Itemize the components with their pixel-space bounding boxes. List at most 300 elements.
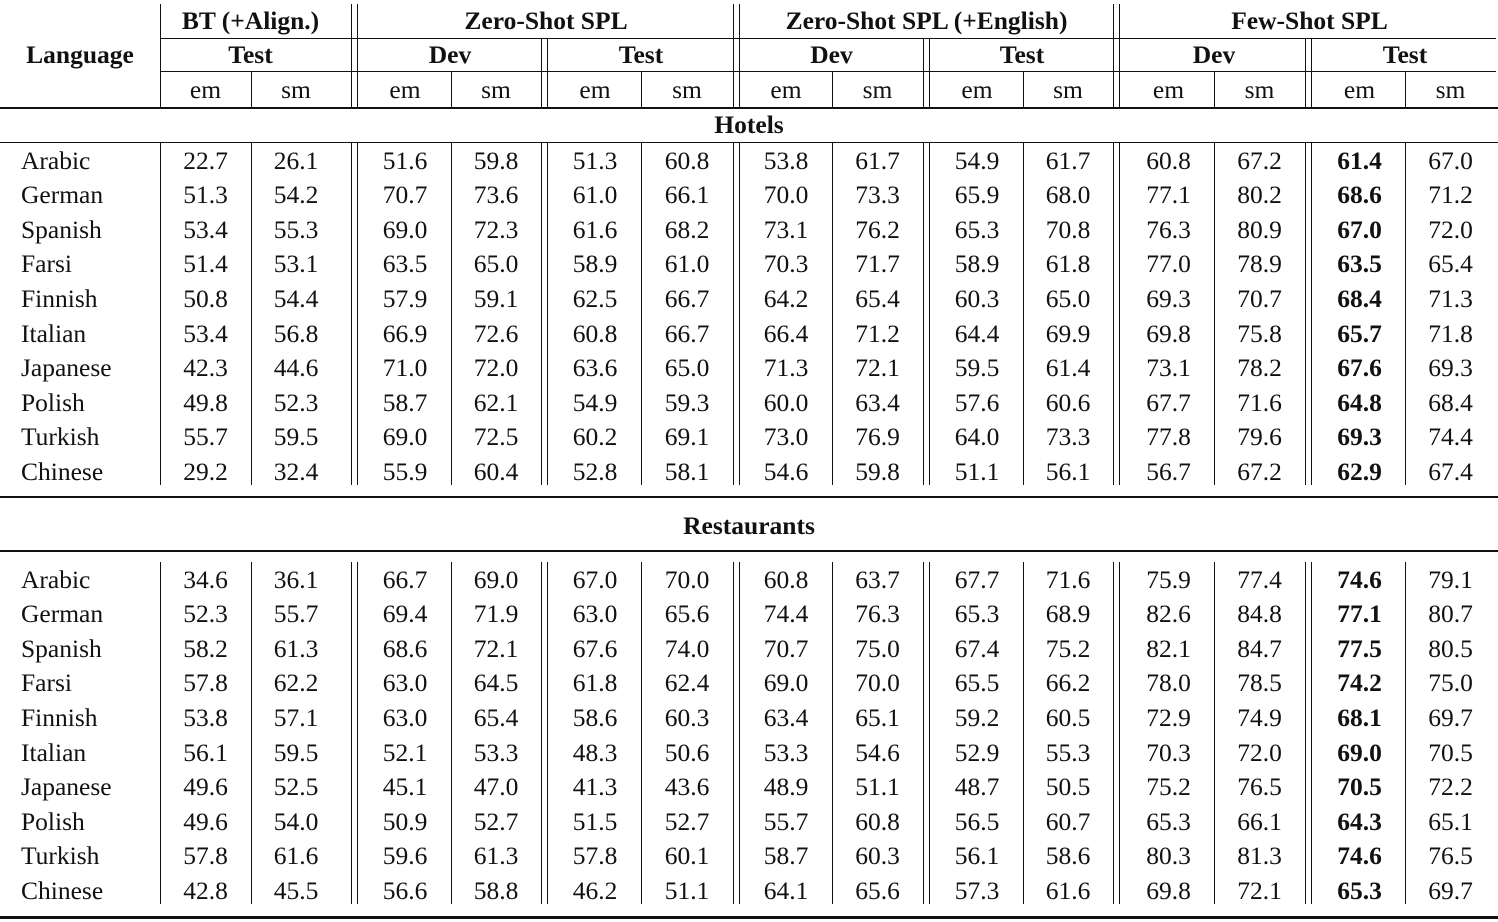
- table-cell: 47.0: [473, 772, 519, 802]
- table-cell: 61.8: [1045, 249, 1091, 279]
- table-cell: 74.2: [1337, 668, 1382, 698]
- column-rule: [1214, 71, 1215, 107]
- table-cell: 69.4: [382, 599, 428, 629]
- table-cell: 58.7: [763, 841, 809, 871]
- table-cell: 51.6: [382, 145, 428, 175]
- table-cell: 52.3: [273, 387, 319, 417]
- metric-header: sm: [281, 75, 311, 105]
- table-cell: 58.6: [572, 702, 618, 732]
- column-rule: [547, 143, 548, 485]
- table-cell: 57.8: [572, 841, 618, 871]
- table-cell: 71.7: [855, 249, 900, 279]
- table-cell: 59.8: [473, 145, 519, 175]
- table-cell: 36.1: [273, 564, 319, 594]
- table-cell: 50.9: [382, 806, 428, 836]
- table-cell: 62.9: [1337, 456, 1382, 486]
- table-cell: 53.8: [763, 145, 809, 175]
- column-rule: [1405, 71, 1406, 107]
- table-cell: 55.9: [382, 456, 428, 486]
- table-cell: 68.2: [664, 214, 710, 244]
- table-cell: 62.2: [273, 668, 319, 698]
- split-header: Test: [1382, 40, 1428, 70]
- table-cell: 51.1: [664, 875, 710, 905]
- table-cell: 69.8: [1146, 318, 1191, 348]
- table-cell: 72.0: [473, 353, 519, 383]
- table-cell: 74.6: [1337, 841, 1382, 871]
- table-cell: 61.4: [1337, 145, 1382, 175]
- column-rule: [733, 4, 734, 107]
- column-rule: [351, 143, 352, 485]
- table-cell: 63.4: [763, 702, 809, 732]
- table-cell: 64.3: [1337, 806, 1382, 836]
- table-cell: 61.3: [473, 841, 519, 871]
- table-cell: 84.7: [1237, 633, 1282, 663]
- table-cell: 72.1: [473, 633, 519, 663]
- table-cell: 61.3: [273, 633, 319, 663]
- table-cell: 66.7: [382, 564, 428, 594]
- table-cell: 50.6: [664, 737, 710, 767]
- row-language: Arabic: [21, 145, 91, 175]
- table-cell: 79.1: [1428, 564, 1473, 594]
- table-cell: 80.9: [1237, 214, 1282, 244]
- table-cell: 56.7: [1146, 456, 1191, 486]
- table-cell: 60.8: [572, 318, 618, 348]
- table-cell: 60.3: [954, 283, 1000, 313]
- table-cell: 72.1: [1237, 875, 1282, 905]
- table-cell: 55.7: [273, 599, 319, 629]
- metric-header: em: [770, 75, 802, 105]
- table-cell: 68.9: [1045, 599, 1091, 629]
- column-rule: [1405, 562, 1406, 904]
- table-cell: 65.1: [1428, 806, 1473, 836]
- table-cell: 69.7: [1428, 702, 1473, 732]
- table-cell: 64.2: [763, 283, 809, 313]
- table-cell: 56.1: [183, 737, 228, 767]
- table-cell: 70.0: [855, 668, 900, 698]
- split-header: Test: [999, 40, 1045, 70]
- table-cell: 64.4: [954, 318, 1000, 348]
- table-cell: 84.8: [1237, 599, 1282, 629]
- table-cell: 72.6: [473, 318, 519, 348]
- column-rule: [1113, 4, 1114, 107]
- table-cell: 76.5: [1428, 841, 1473, 871]
- table-cell: 58.9: [572, 249, 618, 279]
- table-cell: 69.3: [1337, 422, 1382, 452]
- table-cell: 69.0: [763, 668, 809, 698]
- row-language: German: [21, 180, 104, 210]
- column-rule: [351, 562, 352, 904]
- table-cell: 75.2: [1146, 772, 1191, 802]
- table-cell: 48.7: [954, 772, 1000, 802]
- table-cell: 62.5: [572, 283, 618, 313]
- table-cell: 60.5: [1045, 702, 1091, 732]
- table-cell: 68.1: [1337, 702, 1382, 732]
- table-cell: 41.3: [572, 772, 618, 802]
- column-rule: [739, 143, 740, 485]
- column-rule: [832, 71, 833, 107]
- table-cell: 65.3: [1146, 806, 1191, 836]
- table-cell: 56.1: [954, 841, 1000, 871]
- table-cell: 72.0: [1428, 214, 1473, 244]
- table-cell: 65.5: [954, 668, 1000, 698]
- table-cell: 74.4: [763, 599, 809, 629]
- column-rule: [1113, 562, 1114, 904]
- table-cell: 61.7: [1045, 145, 1091, 175]
- table-cell: 52.9: [954, 737, 1000, 767]
- table-cell: 60.8: [1146, 145, 1191, 175]
- table-cell: 65.0: [473, 249, 519, 279]
- table-cell: 65.4: [1428, 249, 1473, 279]
- table-cell: 72.9: [1146, 702, 1191, 732]
- table-cell: 45.5: [273, 875, 319, 905]
- column-rule: [160, 562, 161, 904]
- table-cell: 59.8: [855, 456, 900, 486]
- table-cell: 43.6: [664, 772, 710, 802]
- column-rule: [451, 71, 452, 107]
- table-cell: 58.7: [382, 387, 428, 417]
- table-cell: 76.2: [855, 214, 900, 244]
- metric-header: sm: [672, 75, 702, 105]
- table-rule: [0, 496, 1498, 498]
- column-rule: [641, 71, 642, 107]
- table-cell: 73.6: [473, 180, 519, 210]
- column-rule: [1305, 143, 1306, 485]
- table-cell: 65.0: [1045, 283, 1091, 313]
- table-cell: 61.6: [572, 214, 618, 244]
- table-cell: 69.7: [1428, 875, 1473, 905]
- table-cell: 62.4: [664, 668, 710, 698]
- table-cell: 59.2: [954, 702, 1000, 732]
- split-header: Test: [228, 40, 273, 70]
- table-cell: 61.0: [572, 180, 618, 210]
- row-language: Chinese: [21, 456, 104, 486]
- table-cell: 73.3: [855, 180, 900, 210]
- table-cell: 58.2: [183, 633, 228, 663]
- table-cell: 45.1: [382, 772, 428, 802]
- column-rule: [1214, 562, 1215, 904]
- table-cell: 66.4: [763, 318, 809, 348]
- table-cell: 54.4: [273, 283, 319, 313]
- table-cell: 69.9: [1045, 318, 1091, 348]
- column-rule: [1023, 143, 1024, 485]
- table-cell: 58.9: [954, 249, 1000, 279]
- row-language: Japanese: [21, 353, 112, 383]
- table-rule: [0, 916, 1498, 919]
- table-cell: 66.2: [1045, 668, 1091, 698]
- column-rule: [923, 38, 924, 107]
- table-cell: 75.2: [1045, 633, 1091, 663]
- table-cell: 75.8: [1237, 318, 1282, 348]
- table-cell: 72.0: [1237, 737, 1282, 767]
- table-cell: 78.0: [1146, 668, 1191, 698]
- column-rule: [251, 143, 252, 485]
- table-cell: 52.8: [572, 456, 618, 486]
- table-cell: 77.8: [1146, 422, 1191, 452]
- metric-header: em: [189, 75, 222, 105]
- column-rule: [923, 143, 924, 485]
- table-cell: 68.6: [382, 633, 428, 663]
- table-cell: 80.7: [1428, 599, 1473, 629]
- table-cell: 69.1: [664, 422, 710, 452]
- table-cell: 53.4: [183, 318, 228, 348]
- table-cell: 66.9: [382, 318, 428, 348]
- table-cell: 63.0: [382, 668, 428, 698]
- table-cell: 72.2: [1428, 772, 1473, 802]
- column-rule: [1214, 143, 1215, 485]
- table-cell: 63.4: [855, 387, 900, 417]
- table-cell: 66.7: [664, 318, 710, 348]
- table-cell: 54.6: [763, 456, 809, 486]
- column-rule: [733, 143, 734, 485]
- table-rule: [0, 550, 1498, 552]
- table-cell: 60.8: [763, 564, 809, 594]
- table-cell: 71.6: [1045, 564, 1091, 594]
- column-rule: [547, 38, 548, 107]
- table-cell: 67.4: [1428, 456, 1473, 486]
- metric-header: sm: [1244, 75, 1275, 105]
- table-cell: 65.0: [664, 353, 710, 383]
- table-cell: 64.8: [1337, 387, 1382, 417]
- metric-header: sm: [1435, 75, 1466, 105]
- table-cell: 80.2: [1237, 180, 1282, 210]
- table-cell: 65.9: [954, 180, 1000, 210]
- column-rule: [1405, 143, 1406, 485]
- table-cell: 60.8: [664, 145, 710, 175]
- table-cell: 55.7: [183, 422, 228, 452]
- table-cell: 52.3: [183, 599, 228, 629]
- table-cell: 65.4: [473, 702, 519, 732]
- table-cell: 53.8: [183, 702, 228, 732]
- table-cell: 76.5: [1237, 772, 1282, 802]
- table-cell: 49.6: [183, 806, 228, 836]
- table-cell: 71.8: [1428, 318, 1473, 348]
- table-cell: 63.5: [382, 249, 428, 279]
- table-cell: 63.0: [382, 702, 428, 732]
- column-rule: [357, 562, 358, 904]
- table-cell: 67.0: [572, 564, 618, 594]
- table-cell: 69.0: [382, 422, 428, 452]
- column-rule: [541, 562, 542, 904]
- row-language: Arabic: [21, 564, 91, 594]
- table-cell: 75.0: [855, 633, 900, 663]
- table-cell: 65.1: [855, 702, 900, 732]
- table-cell: 71.9: [473, 599, 519, 629]
- table-cell: 70.3: [763, 249, 809, 279]
- metric-header: sm: [481, 75, 511, 105]
- section-title: Restaurants: [683, 511, 815, 541]
- table-cell: 65.7: [1337, 318, 1382, 348]
- table-cell: 78.2: [1237, 353, 1282, 383]
- table-cell: 48.3: [572, 737, 618, 767]
- table-cell: 68.6: [1337, 180, 1382, 210]
- table-cell: 82.6: [1146, 599, 1191, 629]
- column-rule: [641, 143, 642, 485]
- language-header: Language: [26, 40, 134, 70]
- column-rule: [929, 38, 930, 107]
- column-rule: [832, 562, 833, 904]
- metric-header: em: [389, 75, 421, 105]
- table-cell: 71.3: [763, 353, 809, 383]
- table-cell: 50.5: [1045, 772, 1091, 802]
- table-cell: 71.0: [382, 353, 428, 383]
- table-cell: 73.0: [763, 422, 809, 452]
- table-cell: 63.6: [572, 353, 618, 383]
- column-rule: [1311, 38, 1312, 107]
- table-cell: 53.1: [273, 249, 319, 279]
- column-rule: [160, 143, 161, 485]
- table-cell: 77.1: [1146, 180, 1191, 210]
- table-cell: 56.5: [954, 806, 1000, 836]
- table-cell: 65.3: [954, 214, 1000, 244]
- table-cell: 32.4: [273, 456, 319, 486]
- table-cell: 26.1: [273, 145, 319, 175]
- table-cell: 51.5: [572, 806, 618, 836]
- table-cell: 60.2: [572, 422, 618, 452]
- table-cell: 59.1: [473, 283, 519, 313]
- column-rule: [357, 143, 358, 485]
- table-cell: 66.7: [664, 283, 710, 313]
- table-cell: 72.1: [855, 353, 900, 383]
- column-rule: [641, 562, 642, 904]
- table-cell: 74.0: [664, 633, 710, 663]
- table-cell: 57.9: [382, 283, 428, 313]
- table-cell: 67.6: [1337, 353, 1382, 383]
- table-cell: 61.4: [1045, 353, 1091, 383]
- row-language: German: [21, 599, 104, 629]
- column-rule: [251, 71, 252, 107]
- table-cell: 76.9: [855, 422, 900, 452]
- metric-header: sm: [862, 75, 893, 105]
- table-cell: 53.3: [473, 737, 519, 767]
- table-cell: 65.6: [664, 599, 710, 629]
- table-cell: 57.6: [954, 387, 1000, 417]
- metric-header: sm: [1053, 75, 1083, 105]
- table-cell: 49.8: [183, 387, 228, 417]
- row-language: Italian: [21, 737, 87, 767]
- table-cell: 61.0: [664, 249, 710, 279]
- table-cell: 69.3: [1428, 353, 1473, 383]
- row-language: Finnish: [21, 702, 98, 732]
- table-cell: 74.4: [1428, 422, 1473, 452]
- table-cell: 77.0: [1146, 249, 1191, 279]
- column-rule: [1119, 143, 1120, 485]
- table-cell: 60.6: [1045, 387, 1091, 417]
- row-language: Spanish: [21, 633, 102, 663]
- row-language: Farsi: [21, 249, 72, 279]
- table-cell: 77.4: [1237, 564, 1282, 594]
- group-header: Few-Shot SPL: [1231, 5, 1388, 35]
- row-language: Turkish: [21, 422, 100, 452]
- table-rule: [160, 38, 1496, 39]
- table-cell: 70.7: [1237, 283, 1282, 313]
- table-cell: 51.1: [855, 772, 900, 802]
- table-cell: 59.3: [664, 387, 710, 417]
- table-cell: 60.4: [473, 456, 519, 486]
- table-cell: 64.5: [473, 668, 519, 698]
- table-cell: 42.3: [183, 353, 228, 383]
- column-rule: [739, 4, 740, 107]
- column-rule: [541, 38, 542, 107]
- table-cell: 67.2: [1237, 145, 1282, 175]
- table-cell: 76.3: [1146, 214, 1191, 244]
- table-cell: 77.1: [1337, 599, 1382, 629]
- column-rule: [1119, 4, 1120, 107]
- table-cell: 80.5: [1428, 633, 1473, 663]
- table-cell: 63.5: [1337, 249, 1382, 279]
- table-cell: 55.3: [1045, 737, 1091, 767]
- column-rule: [357, 4, 358, 107]
- column-rule: [160, 4, 161, 107]
- table-cell: 69.3: [1146, 283, 1191, 313]
- column-rule: [739, 562, 740, 904]
- section-title: Hotels: [714, 110, 784, 140]
- table-cell: 54.2: [273, 180, 319, 210]
- column-rule: [929, 143, 930, 485]
- table-cell: 58.6: [1045, 841, 1091, 871]
- table-cell: 52.7: [664, 806, 710, 836]
- table-cell: 51.3: [572, 145, 618, 175]
- group-header: Zero-Shot SPL (+English): [785, 5, 1068, 35]
- table-rule: [0, 107, 1498, 109]
- split-header: Dev: [428, 40, 472, 70]
- table-cell: 69.0: [1337, 737, 1382, 767]
- table-cell: 57.3: [954, 875, 1000, 905]
- split-header: Test: [618, 40, 664, 70]
- table-cell: 60.1: [664, 841, 710, 871]
- table-cell: 68.4: [1428, 387, 1473, 417]
- group-header: BT (+Align.): [181, 5, 320, 35]
- column-rule: [1305, 562, 1306, 904]
- row-language: Italian: [21, 318, 87, 348]
- table-cell: 70.7: [763, 633, 809, 663]
- table-cell: 77.5: [1337, 633, 1382, 663]
- table-rule: [160, 71, 1496, 72]
- column-rule: [1311, 143, 1312, 485]
- table-cell: 51.1: [954, 456, 1000, 486]
- table-cell: 52.7: [473, 806, 519, 836]
- table-cell: 70.0: [664, 564, 710, 594]
- table-cell: 58.8: [473, 875, 519, 905]
- table-cell: 68.4: [1337, 283, 1382, 313]
- table-cell: 55.3: [273, 214, 319, 244]
- table-cell: 59.5: [273, 422, 319, 452]
- table-cell: 60.3: [855, 841, 900, 871]
- column-rule: [923, 562, 924, 904]
- table-cell: 66.1: [1237, 806, 1282, 836]
- table-cell: 70.5: [1337, 772, 1382, 802]
- split-header: Dev: [810, 40, 853, 70]
- table-cell: 49.6: [183, 772, 228, 802]
- table-cell: 48.9: [763, 772, 809, 802]
- table-cell: 29.2: [183, 456, 228, 486]
- table-cell: 67.4: [954, 633, 1000, 663]
- table-cell: 72.3: [473, 214, 519, 244]
- column-rule: [547, 562, 548, 904]
- table-cell: 53.3: [763, 737, 809, 767]
- table-cell: 70.8: [1045, 214, 1091, 244]
- row-language: Polish: [21, 806, 85, 836]
- column-rule: [1023, 71, 1024, 107]
- table-cell: 66.1: [664, 180, 710, 210]
- column-rule: [1023, 562, 1024, 904]
- table-cell: 52.5: [273, 772, 319, 802]
- metric-header: em: [579, 75, 611, 105]
- table-cell: 70.0: [763, 180, 809, 210]
- table-cell: 73.1: [763, 214, 809, 244]
- table-cell: 61.6: [273, 841, 319, 871]
- table-cell: 55.7: [763, 806, 809, 836]
- row-language: Farsi: [21, 668, 72, 698]
